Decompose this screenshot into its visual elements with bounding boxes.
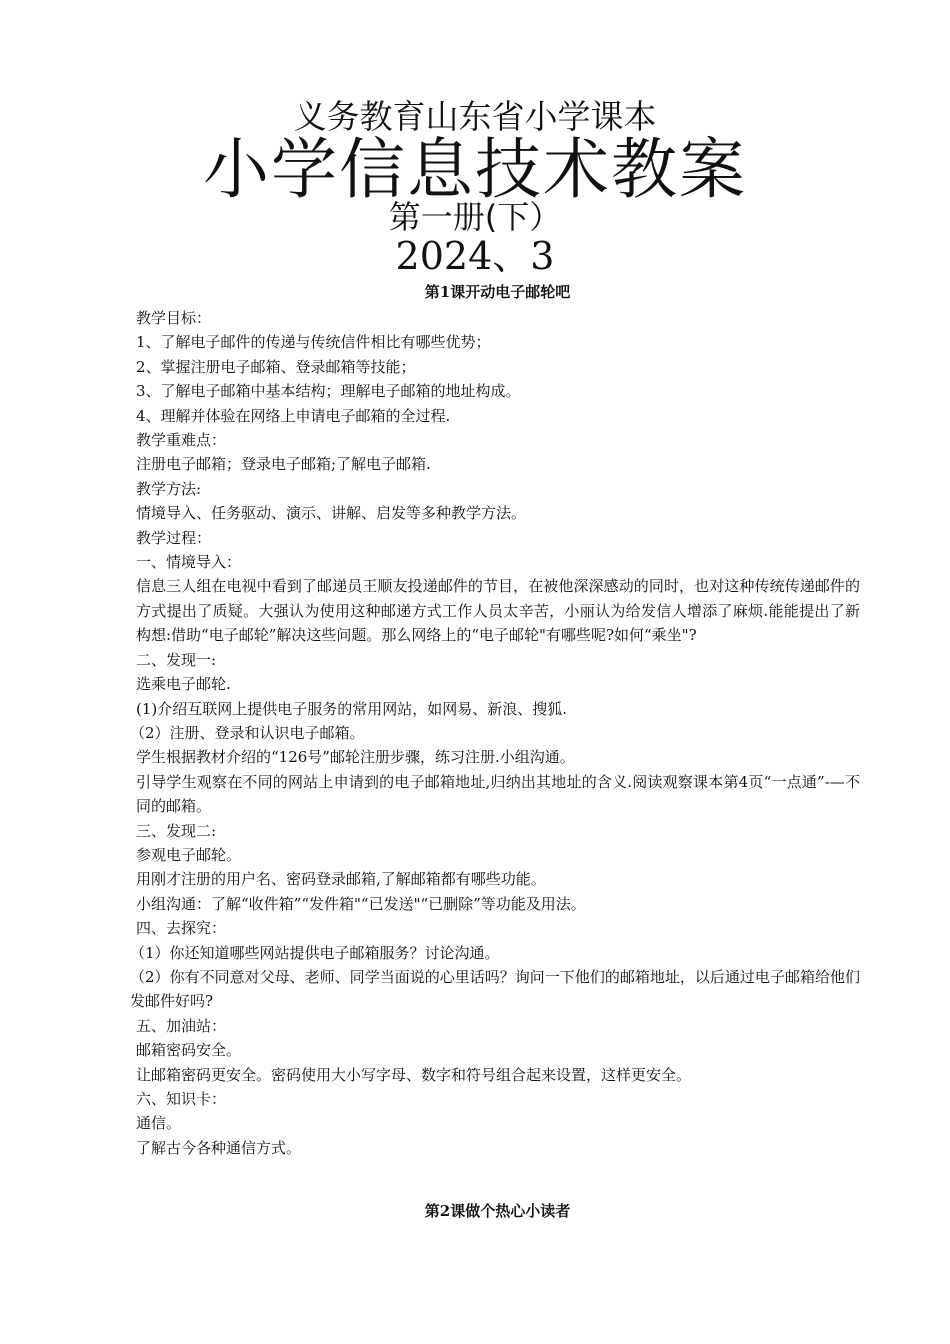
paragraph: 邮箱密码安全。: [136, 1041, 242, 1060]
paragraph: 小组沟通：了解“收件箱”“发件箱"“已发送"“已删除”等功能及用法。: [136, 894, 586, 913]
textbook-series: 义务教育山东省小学课本: [293, 97, 657, 136]
paragraph: 注册电子邮箱；登录电子邮箱;了解电子邮箱.: [136, 455, 431, 474]
paragraph: 用刚才注册的用户名、密码登录邮箱,了解邮箱都有哪些功能。: [136, 870, 546, 889]
paragraph: （2）注册、登录和认识电子邮箱。: [130, 723, 365, 742]
paragraph: 3、了解电子邮箱中基本结构；理解电子邮箱的地址构成。: [136, 382, 521, 401]
paragraph: 引导学生观察在不同的网站上申请到的电子邮箱地址,归纳出其地址的含义.阅读观察课本第4页“一点通”-—不同的邮箱。: [136, 772, 860, 816]
paragraph: 教学重难点：: [136, 431, 227, 450]
paragraph: 选乘电子邮轮.: [136, 675, 231, 694]
paragraph: 四、去探究：: [136, 919, 227, 938]
paragraph: 教学方法:: [136, 479, 202, 498]
document-title: 小学信息技术教案: [203, 131, 747, 208]
paragraph: 三、发现二:: [136, 821, 217, 840]
document-date: 2024、3: [395, 234, 555, 278]
paragraph: （1）你还知道哪些网站提供电子邮箱服务？讨论沟通。: [130, 943, 500, 962]
paragraph: 1、了解电子邮件的传递与传统信件相比有哪些优势；: [136, 333, 491, 352]
lesson-2-title: 第2课做个热心小读者: [424, 1202, 571, 1220]
paragraph: 信息三人组在电视中看到了邮递员王顺友投递邮件的节目，在被他深深感动的同时，也对这种传统传递邮件的方式提出了质疑。大强认为使用这种邮递方式工作人员太辛苦，小丽认为给发信人增添了麻烦.能能提出了新构想:借助“电子邮轮”解决这些问题。那么网络上的“电子邮轮"有哪些呢?如何“乘坐"?: [136, 577, 860, 645]
lesson-1-title: 第1课开动电子邮轮吧: [424, 283, 571, 301]
paragraph: 情境导入、任务驱动、演示、讲解、启发等多种教学方法。: [136, 504, 527, 523]
paragraph: 参观电子邮轮。: [136, 845, 242, 864]
paragraph: 教学过程：: [136, 528, 212, 547]
paragraph: (1)介绍互联网上提供电子服务的常用网站，如网易、新浪、搜狐.: [136, 699, 568, 718]
paragraph: 学生根据教材介绍的“126号”邮轮注册步骤，练习注册.小组沟通。: [136, 748, 575, 767]
paragraph: 六、知识卡：: [136, 1090, 227, 1108]
paragraph: 五、加油站：: [136, 1016, 227, 1035]
paragraph: 2、掌握注册电子邮箱、登录邮箱等技能；: [136, 357, 416, 376]
lesson-1-body: [130, 306, 860, 1160]
paragraph: （2）你有不同意对父母、老师、同学当面说的心里话吗？询问一下他们的邮箱地址，以后通过电子邮箱给他们发邮件好吗?: [130, 967, 860, 1011]
paragraph: 教学目标：: [136, 309, 212, 327]
paragraph: 4、理解并体验在网络上申请电子邮箱的全过程.: [136, 406, 451, 425]
paragraph: 让邮箱密码更安全。密码使用大小写字母、数字和符号组合起来设置，这样更安全。: [136, 1065, 692, 1084]
paragraph: 二、发现一:: [136, 650, 217, 669]
paragraph: 通信。: [136, 1114, 182, 1133]
paragraph: 了解古今各种通信方式。: [136, 1138, 302, 1157]
volume-label: 第一册(下）: [388, 198, 562, 236]
paragraph: 一、情境导入：: [136, 553, 242, 572]
